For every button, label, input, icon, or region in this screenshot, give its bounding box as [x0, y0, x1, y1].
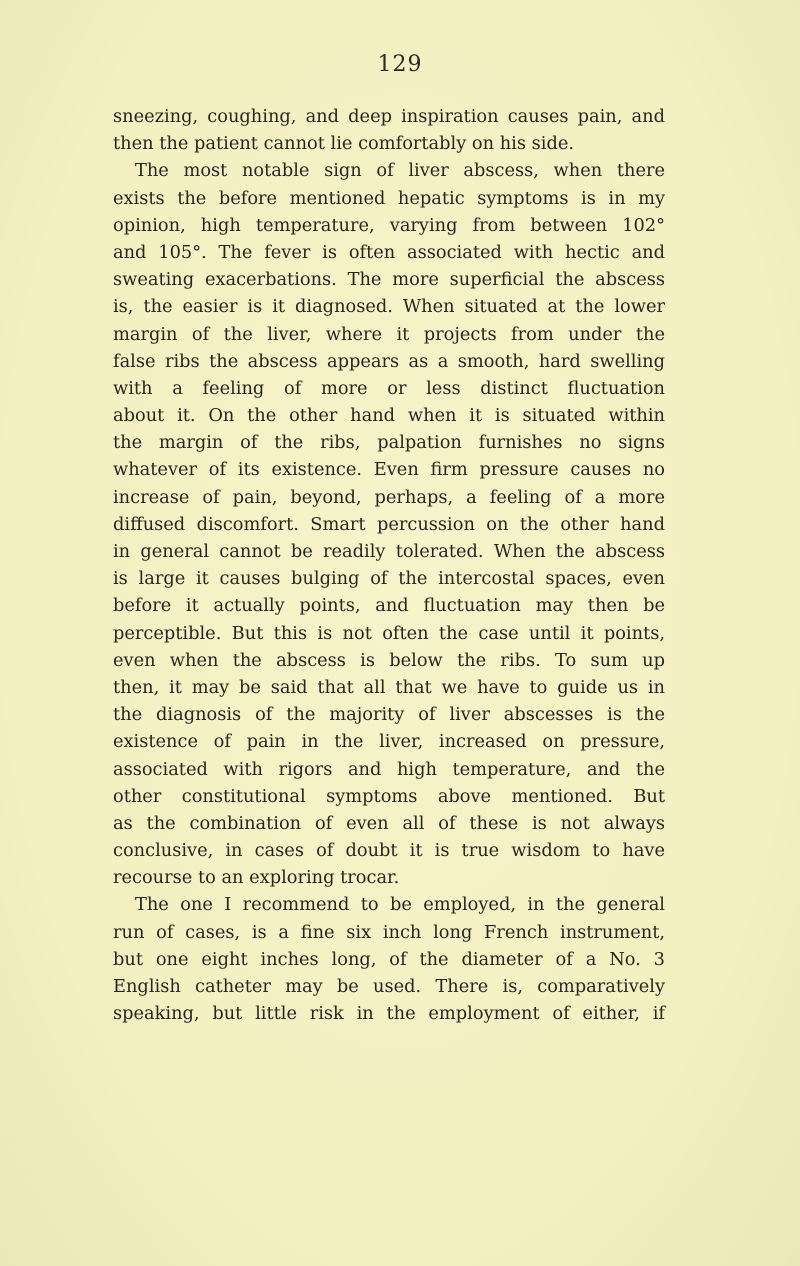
- text-line: increase of pain, beyond, perhaps, a feeling of a more: [113, 486, 665, 508]
- text-line: diffused discomfort. Smart percussion on the other hand: [113, 513, 665, 535]
- text-line: speaking, but little risk in the employment of either, if: [113, 1003, 665, 1025]
- text-line: in general cannot be readily tolerated. When the abscess: [113, 541, 665, 562]
- text-line: perceptible. But this is not often the case until it points,: [113, 622, 665, 644]
- text-line: recourse to an exploring trocar.: [113, 867, 400, 889]
- text-line: with a feeling of more or less distinct fluctuation: [113, 377, 665, 399]
- text-line: even when the abscess is below the ribs. To sum up: [113, 649, 665, 671]
- text-line: the margin of the ribs, palpation furnishes no signs: [113, 432, 665, 454]
- text-line: then, it may be said that all that we have to guide us in: [113, 676, 665, 698]
- text-line: run of cases, is a fine six inch long French instrument,: [113, 921, 665, 943]
- text-line: sweating exacerbations. The more superficial the abscess: [113, 269, 665, 291]
- text-line: English catheter may be used. There is, comparatively: [113, 976, 665, 997]
- text-line: then the patient cannot lie comfortably on his side.: [113, 133, 575, 155]
- text-line: is, the easier is it diagnosed. When situated at the lower: [113, 296, 665, 318]
- text-line: opinion, high temperature, varying from between 102°: [113, 214, 665, 236]
- text-line: false ribs the abscess appears as a smooth, hard swelling: [113, 350, 665, 372]
- text-line: other constitutional symptoms above mentioned. But: [113, 785, 665, 807]
- text-line: conclusive, in cases of doubt it is true wisdom to have: [113, 840, 665, 862]
- page-number: 129: [377, 52, 423, 77]
- text-line: the diagnosis of the majority of liver abscesses is the: [113, 704, 665, 726]
- text-line: whatever of its existence. Even firm pressure causes no: [113, 459, 665, 481]
- text-line: but one eight inches long, of the diameter of a No. 3: [113, 948, 665, 970]
- body-text: [113, 103, 665, 1027]
- text-line: about it. On the other hand when it is situated within: [113, 405, 665, 427]
- text-line: as the combination of even all of these is not always: [113, 812, 665, 834]
- text-line: before it actually points, and fluctuation may then be: [113, 595, 665, 617]
- text-line: existence of pain in the liver, increased on pressure,: [113, 731, 665, 753]
- text-line: The one I recommend to be employed, in the general: [135, 894, 665, 916]
- text-line: The most notable sign of liver abscess, when there: [135, 160, 665, 182]
- text-line: is large it causes bulging of the intercostal spaces, even: [113, 568, 665, 590]
- text-line: exists the before mentioned hepatic symptoms is in my: [113, 187, 665, 209]
- text-line: associated with rigors and high temperature, and the: [113, 758, 665, 780]
- text-line: sneezing, coughing, and deep inspiration causes pain, and: [113, 106, 665, 127]
- text-line: and 105°. The fever is often associated with hectic and: [113, 241, 665, 263]
- text-line: margin of the liver, where it projects from under the: [113, 323, 665, 345]
